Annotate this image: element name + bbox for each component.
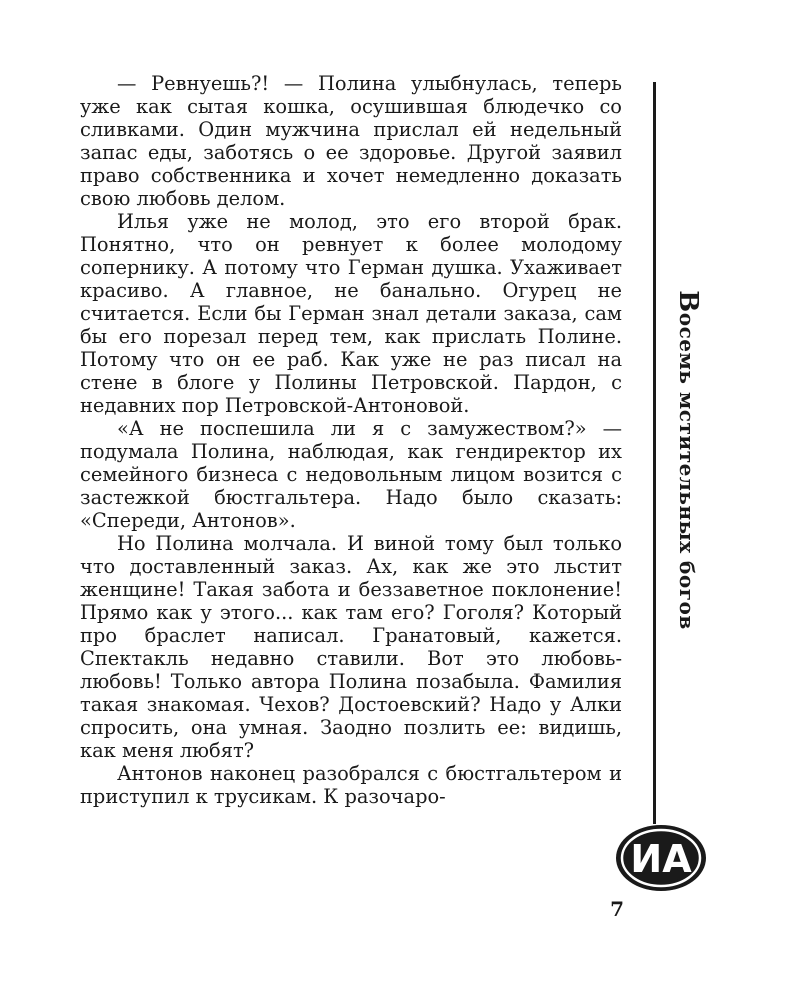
vertical-divider xyxy=(653,82,656,824)
running-title-rest: осемь мстительных богов xyxy=(675,312,699,630)
body-text xyxy=(80,72,622,808)
paragraph-5: Антонов наконец разобрался с бюстгальтером и приступил к трусикам. К разочаро- xyxy=(80,762,622,808)
paragraph-4: Но Полина молчала. И виной тому был только что доставленный заказ. Ах, как же это льстит женщине! Такая забота и беззаветное поклонение! Прямо как у этого... как там его? Гоголя? Который про браслет написал. Гранатовый, кажется. Спектакль недавно ставили. Вот это любовь-любовь! Только автора Полина позабыла. Фамилия такая знакомая. Чехов? Достоевский? Надо у Алки спросить, она умная. Заодно позлить ее: видишь, как меня любят? xyxy=(80,532,622,762)
paragraph-1: — Ревнуешь?! — Полина улыбнулась, теперь уже как сытая кошка, осушившая блюдечко со сливками. Один мужчина прислал ей недельный запас еды, заботясь о ее здоровье. Другой заявил право собственника и хочет немедленно доказать свою любовь делом. xyxy=(80,72,622,210)
page-number: 7 xyxy=(610,897,624,921)
paragraph-2: Илья уже не молод, это его второй брак. Понятно, что он ревнует к более молодому сопернику. А потому что Герман душка. Ухаживает красиво. А главное, не банально. Огурец не считается. Если бы Герман знал детали заказа, сам бы его порезал перед тем, как прислать Полине. Потому что он ее раб. Как уже не раз писал на стене в блоге у Полины Петровской. Пардон, с недавних пор Петровской-Антоновой. xyxy=(80,210,622,417)
running-title xyxy=(673,290,703,629)
logo-text: ИА xyxy=(630,837,692,881)
paragraph-3: «А не поспешила ли я с замужеством?» — подумала Полина, наблюдая, как гендиректор их семейного бизнеса с недовольным лицом возится с застежкой бюстгальтера. Надо было сказать: «Спереди, Антонов». xyxy=(80,417,622,532)
running-title-initial: В xyxy=(673,290,703,313)
publisher-logo-icon xyxy=(614,823,708,893)
